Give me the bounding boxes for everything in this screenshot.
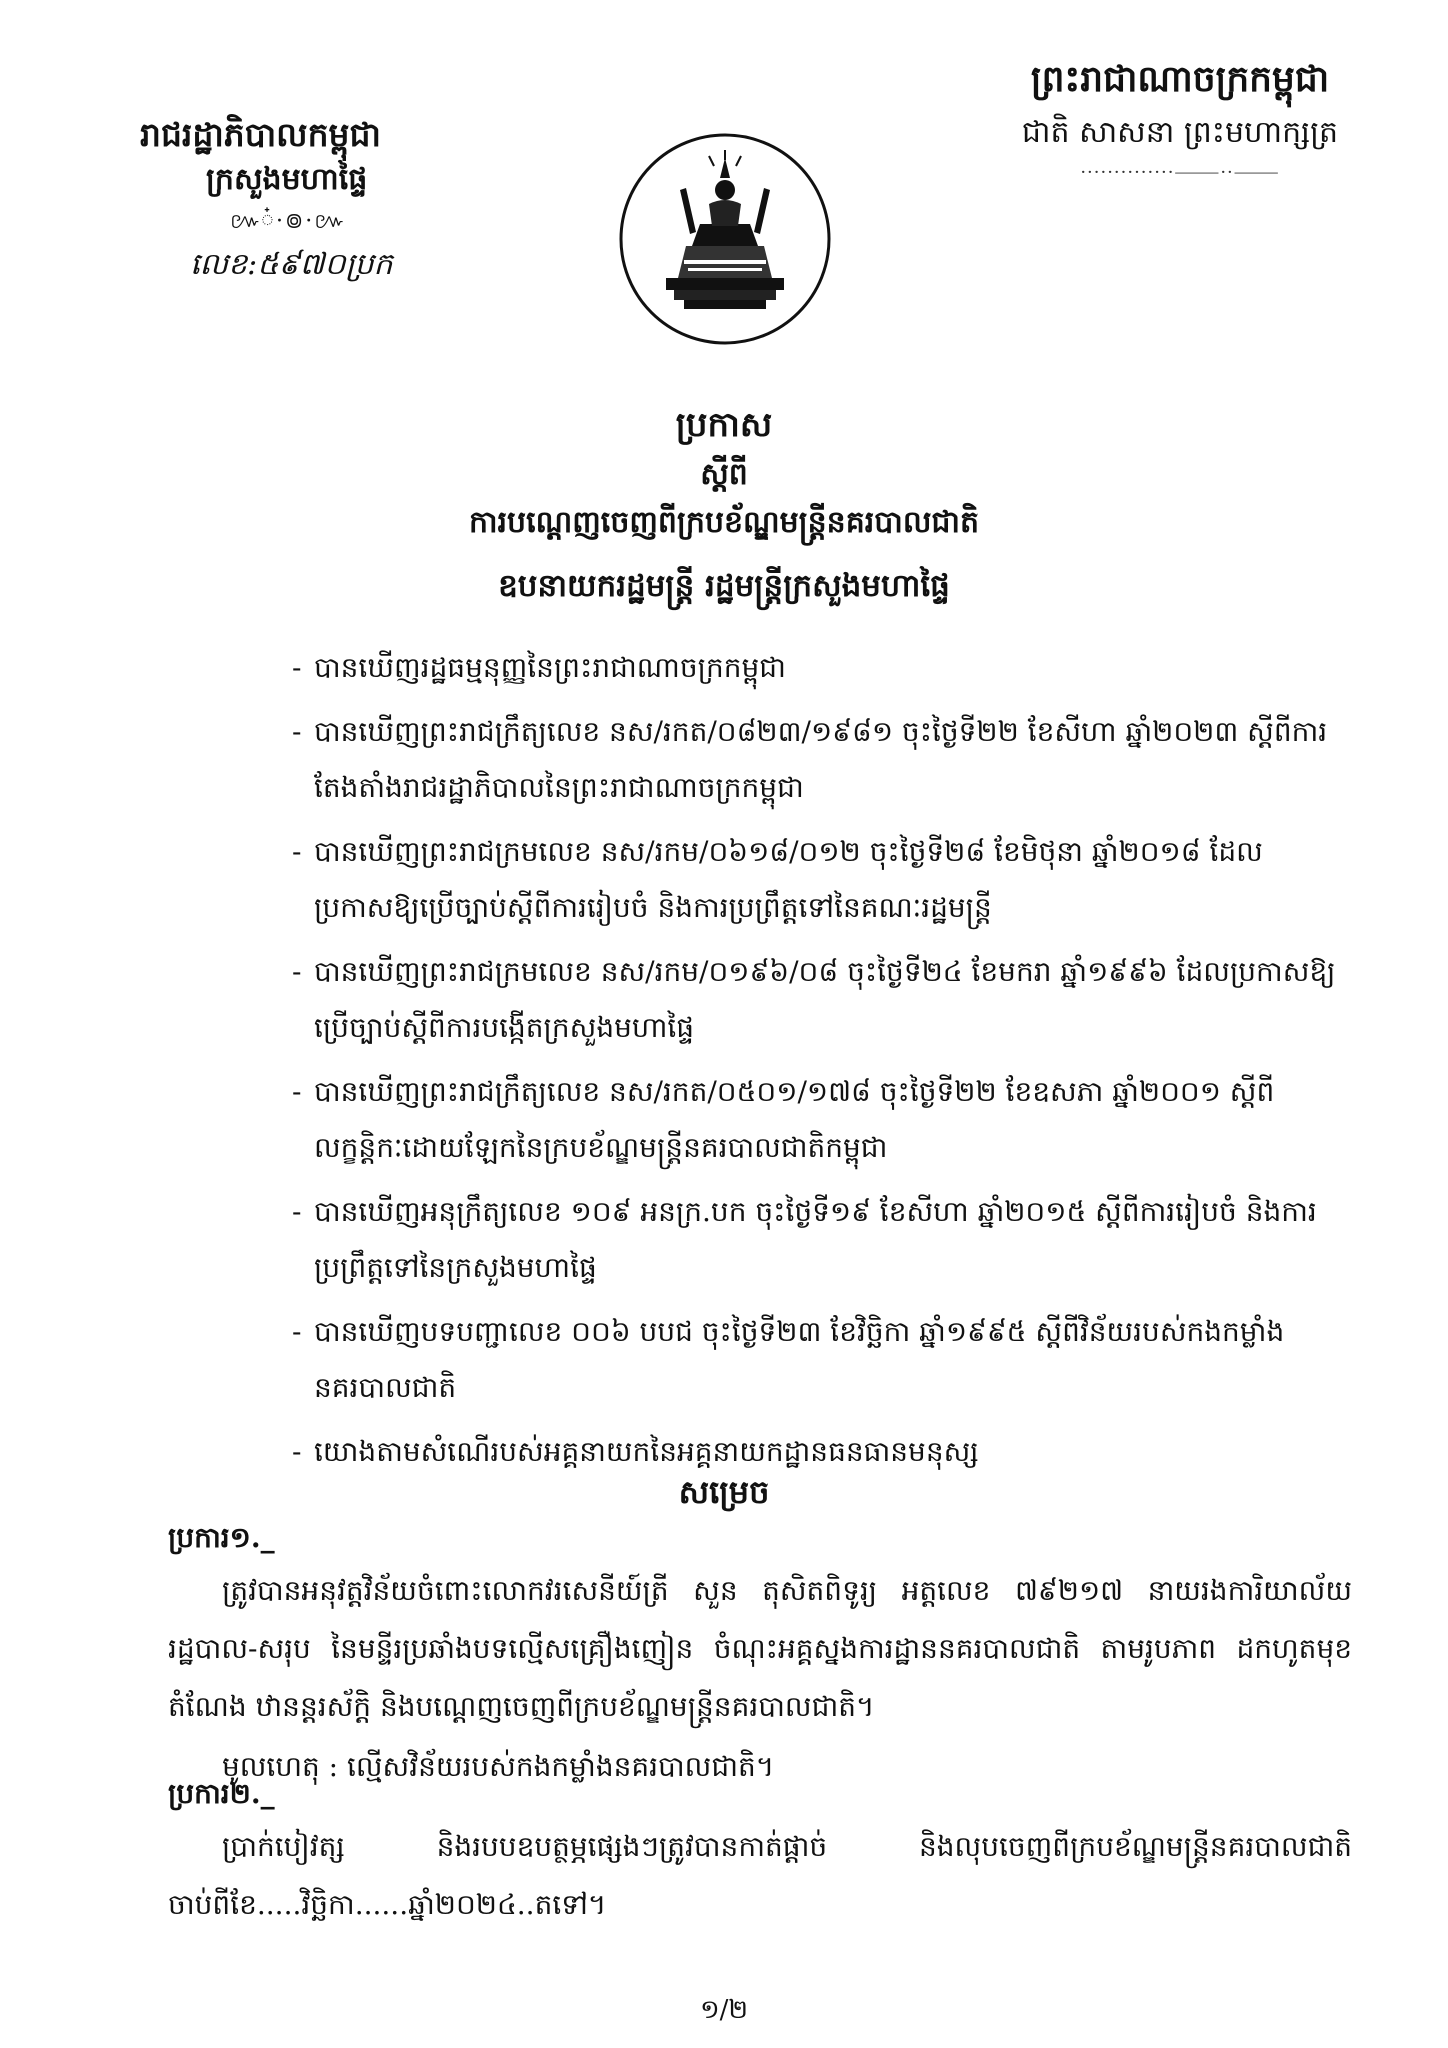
recital-item: - យោងតាមសំណើរបស់អគ្គនាយកនៃអគ្គនាយកដ្ឋានធនធានមនុស្ស [292, 1435, 979, 1468]
article-body: ត្រូវបានអនុវត្តវិន័យចំពោះលោកវរសេនីយ៍ត្រី សួន តុសិតពិទូរ្យ អត្តលេខ ៧៩២១៧ នាយរងការិយាល័យរដ្ឋបាល-សរុប នៃមន្ទីរប្រឆាំងបទល្មើសគ្រឿងញៀន ចំណុះអគ្គស្នងការដ្ឋាននគរបាលជាតិ តាមរូបភាព ដកហូតមុខតំណែង ឋានន្តរស័ក្តិ និងបណ្តេញចេញពីក្របខ័ណ្ឌមន្ត្រីនគរបាលជាតិ។ [168, 1574, 1352, 1723]
title-about: ស្តីពី [700, 457, 748, 492]
issuer-title: ឧបនាយករដ្ឋមន្ត្រី រដ្ឋមន្ត្រីក្រសួងមហាផ្ទៃ [498, 568, 950, 604]
document-title-block [0, 398, 1448, 616]
header-ornament: ៚៎·៙·៚ [230, 209, 348, 234]
article-2 [168, 1770, 1352, 1934]
recitals-list [292, 640, 1352, 1488]
page-number: ១/២ [699, 1995, 749, 2025]
recital-text: បានឃើញព្រះរាជក្រមលេខ នស/រកម/០៦១៨/០១២ ចុះថ្ងៃទី២៨ ខែមិថុនា ឆ្នាំ២០១៨ ដែលប្រកាសឱ្យប្រើច្បាប់ស្តីពីការរៀបចំ និងការប្រព្រឹត្តទៅនៃគណៈរដ្ឋមន្ត្រី [314, 835, 1263, 924]
recital-text: យោងតាមសំណើរបស់អគ្គនាយកនៃអគ្គនាយកដ្ឋានធនធានមនុស្ស [314, 1435, 979, 1468]
article-reason: មូលហេតុ : ល្មើសវិន័យរបស់កងកម្លាំងនគរបាលជាតិ។ [222, 1750, 775, 1783]
recital-item: - បានឃើញរដ្ឋធម្មនុញ្ញនៃព្រះរាជាណាចក្រកម្ពុជា [292, 651, 786, 684]
recital-text: បានឃើញរដ្ឋធម្មនុញ្ញនៃព្រះរាជាណាចក្រកម្ពុជា [314, 651, 786, 684]
article-body: ប្រាក់បៀវត្ស និងរបបឧបត្ថម្ភផ្សេងៗត្រូវបានកាត់ផ្តាច់ និងលុបចេញពីក្របខ័ណ្ឌមន្ត្រីនគរបាលជាតិ ចាប់ពីខែ.....វិច្ឆិកា......ឆ្នាំ២០២៤..តទៅ។ [168, 1830, 1352, 1921]
document-type: ប្រកាស [675, 405, 773, 445]
government-name: រាជរដ្ឋាភិបាលកម្ពុជា [140, 115, 381, 154]
recital-text: បានឃើញព្រះរាជក្រឹត្យលេខ នស/រកត/០៨២៣/១៩៨១ ចុះថ្ងៃទី២២ ខែសីហា ឆ្នាំ២០២៣ ស្តីពីការតែងតាំងរាជរដ្ឋាភិបាលនៃព្រះរាជាណាចក្រកម្ពុជា [314, 715, 1328, 804]
national-motto: ជាតិ សាសនា ព្រះមហាក្សត្រ [1021, 115, 1339, 150]
ministry-header [140, 112, 480, 288]
header-divider: ··············⸻··⸻ [1080, 162, 1280, 183]
recital-item: - បានឃើញព្រះរាជក្រឹត្យលេខ នស/រកត/០៨២៣/១៩៨១ ចុះថ្ងៃទី២២ ខែសីហា ឆ្នាំ២០២៣ ស្តីពីការតែងតាំងរាជរដ្ឋាភិបាលនៃព្រះរាជាណាចក្រកម្ពុជា [292, 715, 1328, 804]
article-1 [168, 1514, 1352, 1796]
kingdom-header [990, 50, 1370, 188]
recital-item: - បានឃើញព្រះរាជក្រឹត្យលេខ នស/រកត/០៥០១/១៧៨ ចុះថ្ងៃទី២២ ខែឧសភា ឆ្នាំ២០០១ ស្តីពីលក្ខន្តិកៈដោយឡែកនៃក្របខ័ណ្ឌមន្ត្រីនគរបាលជាតិកម្ពុជា [292, 1075, 1275, 1164]
kingdom-name: ព្រះរាជាណាចក្រកម្ពុជា [1030, 58, 1330, 100]
recital-text: បានឃើញព្រះរាជក្រមលេខ នស/រកម/០១៩៦/០៨ ចុះថ្ងៃទី២៤ ខែមករា ឆ្នាំ១៩៩៦ ដែលប្រកាសឱ្យប្រើច្បាប់ស្តីពីការបង្កើតក្រសួងមហាផ្ទៃ [314, 955, 1336, 1044]
police-emblem-icon [614, 128, 836, 350]
recital-item: - បានឃើញព្រះរាជក្រមលេខ នស/រកម/០១៩៦/០៨ ចុះថ្ងៃទី២៤ ខែមករា ឆ្នាំ១៩៩៦ ដែលប្រកាសឱ្យប្រើច្បាប់ស្តីពីការបង្កើតក្រសួងមហាផ្ទៃ [292, 955, 1336, 1044]
recital-text: បានឃើញព្រះរាជក្រឹត្យលេខ នស/រកត/០៥០១/១៧៨ ចុះថ្ងៃទី២២ ខែឧសភា ឆ្នាំ២០០១ ស្តីពីលក្ខន្តិកៈដោយឡែកនៃក្របខ័ណ្ឌមន្ត្រីនគរបាលជាតិកម្ពុជា [314, 1075, 1275, 1164]
recital-item: - បានឃើញអនុក្រឹត្យលេខ ១០៩ អនក្រ.បក ចុះថ្ងៃទី១៩ ខែសីហា ឆ្នាំ២០១៥ ស្តីពីការរៀបចំ និងការប្រព្រឹត្តទៅនៃក្រសួងមហាផ្ទៃ [292, 1195, 1317, 1284]
article-heading: ប្រការ២._ [168, 1777, 275, 1810]
document-number: លេខ:៥៩៧០ប្រក [190, 247, 393, 282]
recital-item: - បានឃើញបទបញ្ជាលេខ ០០៦ បបជ ចុះថ្ងៃទី២៣ ខែវិច្ឆិកា ឆ្នាំ១៩៩៥ ស្តីពីវិន័យរបស់កងកម្លាំងនគរបាលជាតិ [292, 1315, 1285, 1404]
ministry-name: ក្រសួងមហាផ្ទៃ [206, 162, 368, 197]
recital-item: - បានឃើញព្រះរាជក្រមលេខ នស/រកម/០៦១៨/០១២ ចុះថ្ងៃទី២៨ ខែមិថុនា ឆ្នាំ២០១៨ ដែលប្រកាសឱ្យប្រើច្បាប់ស្តីពីការរៀបចំ និងការប្រព្រឹត្តទៅនៃគណៈរដ្ឋមន្ត្រី [292, 835, 1263, 924]
recital-text: បានឃើញអនុក្រឹត្យលេខ ១០៩ អនក្រ.បក ចុះថ្ងៃទី១៩ ខែសីហា ឆ្នាំ២០១៥ ស្តីពីការរៀបចំ និងការប្រព្រឹត្តទៅនៃក្រសួងមហាផ្ទៃ [314, 1195, 1317, 1284]
decision-heading: សម្រេច [678, 1473, 770, 1511]
recital-text: បានឃើញបទបញ្ជាលេខ ០០៦ បបជ ចុះថ្ងៃទី២៣ ខែវិច្ឆិកា ឆ្នាំ១៩៩៥ ស្តីពីវិន័យរបស់កងកម្លាំងនគរបាលជាតិ [314, 1315, 1285, 1404]
article-heading: ប្រការ១._ [168, 1521, 275, 1554]
document-subject: ការបណ្តេញចេញពីក្របខ័ណ្ឌមន្ត្រីនគរបាលជាតិ [468, 505, 980, 540]
